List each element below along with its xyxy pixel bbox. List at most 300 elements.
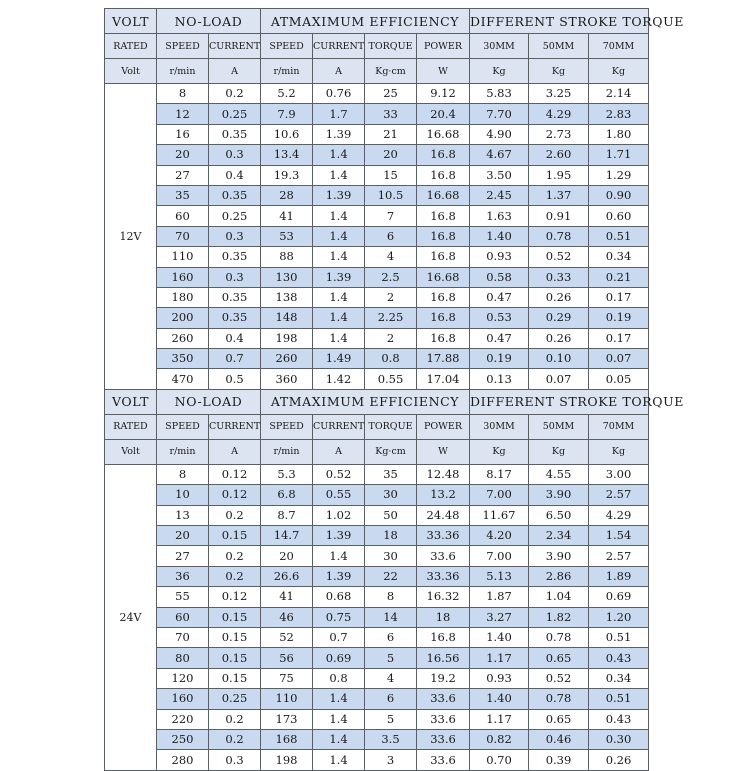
table-cell: 0.4 [209, 328, 261, 348]
header-label: SPEED [261, 34, 313, 59]
table-cell: 33.36 [417, 526, 470, 546]
table-cell: 2.83 [589, 104, 649, 124]
header-unit: Volt [105, 439, 157, 464]
table-cell: 6 [365, 689, 417, 709]
table-cell: 0.39 [529, 750, 589, 770]
table-cell: 1.4 [313, 750, 365, 770]
header-row-quantities [105, 414, 649, 439]
table-cell: 0.30 [589, 729, 649, 749]
table-cell: 80 [157, 648, 209, 668]
table-cell: 8 [157, 84, 209, 104]
table-cell: 110 [157, 247, 209, 267]
header-unit: W [417, 59, 470, 84]
header-unit: Kg·cm [365, 439, 417, 464]
table-cell: 0.91 [529, 206, 589, 226]
header-unit: Kg·cm [365, 59, 417, 84]
table-cell: 0.76 [313, 84, 365, 104]
table-cell: 0.55 [313, 485, 365, 505]
table-cell: 0.7 [313, 627, 365, 647]
table-cell: 0.3 [209, 145, 261, 165]
table-cell: 0.17 [589, 328, 649, 348]
table-cell: 0.78 [529, 627, 589, 647]
table-cell: 1.80 [589, 124, 649, 144]
table-cell: 1.17 [470, 709, 529, 729]
table-cell: 2.86 [529, 566, 589, 586]
table-cell: 16.8 [417, 226, 470, 246]
table-cell: 148 [261, 308, 313, 328]
table-cell: 0.3 [209, 267, 261, 287]
header-label: 70MM [589, 414, 649, 439]
table-cell: 36 [157, 566, 209, 586]
table-cell: 0.26 [529, 328, 589, 348]
table-cell: 1.39 [313, 526, 365, 546]
header-label: CURRENT [209, 34, 261, 59]
table-cell: 3 [365, 750, 417, 770]
table-cell: 13 [157, 505, 209, 525]
table-cell: 173 [261, 709, 313, 729]
table-cell: 0.51 [589, 226, 649, 246]
table-cell: 0.60 [589, 206, 649, 226]
table-cell: 0.07 [529, 369, 589, 389]
table-cell: 0.19 [589, 308, 649, 328]
table-row [105, 526, 649, 546]
table-cell: 0.13 [470, 369, 529, 389]
header-unit: Kg [589, 439, 649, 464]
table-cell: 1.39 [313, 267, 365, 287]
table-cell: 18 [417, 607, 470, 627]
table-cell: 2.25 [365, 308, 417, 328]
header-unit: Kg [470, 439, 529, 464]
header-max-efficiency: ATMAXIMUM EFFICIENCY [261, 9, 470, 34]
table-cell: 280 [157, 750, 209, 770]
table-cell: 0.58 [470, 267, 529, 287]
table-cell: 16.8 [417, 165, 470, 185]
table-cell: 0.2 [209, 709, 261, 729]
table-cell: 0.12 [209, 464, 261, 484]
table-cell: 168 [261, 729, 313, 749]
table-cell: 0.2 [209, 729, 261, 749]
header-unit: A [209, 59, 261, 84]
table-cell: 4.67 [470, 145, 529, 165]
table-cell: 1.89 [589, 566, 649, 586]
table-cell: 0.69 [589, 587, 649, 607]
table-cell: 0.05 [589, 369, 649, 389]
table-cell: 200 [157, 308, 209, 328]
table-cell: 3.27 [470, 607, 529, 627]
table-cell: 28 [261, 185, 313, 205]
table-cell: 35 [365, 464, 417, 484]
table-cell: 16.8 [417, 627, 470, 647]
table-cell: 30 [365, 546, 417, 566]
table-cell: 16.56 [417, 648, 470, 668]
table-cell: 33 [365, 104, 417, 124]
table-cell: 30 [365, 485, 417, 505]
table-cell: 16.8 [417, 328, 470, 348]
table-cell: 1.4 [313, 308, 365, 328]
table-cell: 75 [261, 668, 313, 688]
table-cell: 110 [261, 689, 313, 709]
header-label: 30MM [470, 34, 529, 59]
table-cell: 88 [261, 247, 313, 267]
table-cell: 0.12 [209, 587, 261, 607]
table-cell: 0.35 [209, 185, 261, 205]
table-cell: 4 [365, 668, 417, 688]
header-label: RATED [105, 34, 157, 59]
table-cell: 13.2 [417, 485, 470, 505]
table-cell: 52 [261, 627, 313, 647]
table-row [105, 328, 649, 348]
table-cell: 0.07 [589, 349, 649, 369]
table-cell: 35 [157, 185, 209, 205]
table-cell: 2.45 [470, 185, 529, 205]
table-cell: 260 [261, 349, 313, 369]
table-cell: 0.35 [209, 124, 261, 144]
table-cell: 16.68 [417, 185, 470, 205]
table-cell: 0.70 [470, 750, 529, 770]
table-cell: 0.8 [365, 349, 417, 369]
table-row [105, 566, 649, 586]
table-row [105, 648, 649, 668]
table-cell: 15 [365, 165, 417, 185]
table-cell: 1.4 [313, 165, 365, 185]
table-cell: 2.73 [529, 124, 589, 144]
table-cell: 4.29 [589, 505, 649, 525]
table-cell: 46 [261, 607, 313, 627]
table-cell: 56 [261, 648, 313, 668]
table-cell: 16.68 [417, 267, 470, 287]
table-cell: 1.04 [529, 587, 589, 607]
table-cell: 360 [261, 369, 313, 389]
table-cell: 16.8 [417, 206, 470, 226]
table-row [105, 267, 649, 287]
header-label: SPEED [261, 414, 313, 439]
header-row-units [105, 59, 649, 84]
table-cell: 0.34 [589, 247, 649, 267]
header-unit: r/min [261, 439, 313, 464]
table-cell: 8 [365, 587, 417, 607]
header-label: TORQUE [365, 414, 417, 439]
table-cell: 0.4 [209, 165, 261, 185]
table-cell: 1.63 [470, 206, 529, 226]
table-cell: 19.3 [261, 165, 313, 185]
table-cell: 0.75 [313, 607, 365, 627]
table-cell: 60 [157, 607, 209, 627]
table-cell: 24.48 [417, 505, 470, 525]
table-cell: 19.2 [417, 668, 470, 688]
table-cell: 0.68 [313, 587, 365, 607]
table-cell: 4 [365, 247, 417, 267]
table-body [105, 9, 684, 771]
table-cell: 5.83 [470, 84, 529, 104]
table-cell: 10.5 [365, 185, 417, 205]
table-cell: 6 [365, 226, 417, 246]
table-cell: 5 [365, 709, 417, 729]
header-row-categories [105, 389, 649, 414]
table-cell: 3.5 [365, 729, 417, 749]
table-cell: 41 [261, 206, 313, 226]
table-cell: 12.48 [417, 464, 470, 484]
table-cell: 16.8 [417, 287, 470, 307]
table-cell: 33.6 [417, 750, 470, 770]
table-cell: 1.87 [470, 587, 529, 607]
table-cell: 25 [365, 84, 417, 104]
table-cell: 0.52 [313, 464, 365, 484]
table-cell: 2.5 [365, 267, 417, 287]
header-label: POWER [417, 34, 470, 59]
table-cell: 20 [157, 145, 209, 165]
table-cell: 1.4 [313, 206, 365, 226]
table-cell: 14 [365, 607, 417, 627]
header-label: CURRENT [313, 34, 365, 59]
header-volt: VOLT [105, 9, 157, 34]
table-cell: 1.37 [529, 185, 589, 205]
table-cell: 1.39 [313, 124, 365, 144]
table-cell: 4.55 [529, 464, 589, 484]
table-cell: 0.82 [470, 729, 529, 749]
table-cell: 2 [365, 328, 417, 348]
table-cell: 2 [365, 287, 417, 307]
table-cell: 0.15 [209, 668, 261, 688]
table-cell: 20 [157, 526, 209, 546]
header-no-load: NO-LOAD [157, 389, 261, 414]
table-cell: 53 [261, 226, 313, 246]
header-label: 30MM [470, 414, 529, 439]
table-row [105, 369, 649, 389]
table-cell: 470 [157, 369, 209, 389]
table-cell: 1.4 [313, 328, 365, 348]
table-row [105, 206, 649, 226]
table-cell: 7.9 [261, 104, 313, 124]
voltage-label: 24V [105, 464, 157, 770]
table-cell: 8.17 [470, 464, 529, 484]
voltage-label: 12V [105, 84, 157, 390]
header-label: POWER [417, 414, 470, 439]
table-cell: 41 [261, 587, 313, 607]
table-cell: 1.40 [470, 226, 529, 246]
table-cell: 50 [365, 505, 417, 525]
header-unit: W [417, 439, 470, 464]
table-cell: 1.20 [589, 607, 649, 627]
table-cell: 2.14 [589, 84, 649, 104]
table-cell: 14.7 [261, 526, 313, 546]
table-cell: 130 [261, 267, 313, 287]
table-cell: 0.93 [470, 247, 529, 267]
table-cell: 1.4 [313, 226, 365, 246]
table-row [105, 485, 649, 505]
header-row-quantities [105, 34, 649, 59]
table-cell: 16.68 [417, 124, 470, 144]
table-row [105, 546, 649, 566]
table-cell: 55 [157, 587, 209, 607]
table-row [105, 247, 649, 267]
table-cell: 11.67 [470, 505, 529, 525]
header-stroke-torque: DIFFERENT STROKE TORQUE [470, 389, 649, 414]
table-cell: 2.34 [529, 526, 589, 546]
header-row-units [105, 439, 649, 464]
table-cell: 198 [261, 328, 313, 348]
table-cell: 0.33 [529, 267, 589, 287]
table-cell: 16.32 [417, 587, 470, 607]
table-cell: 70 [157, 226, 209, 246]
table-cell: 10 [157, 485, 209, 505]
table-cell: 0.47 [470, 328, 529, 348]
table-row [105, 729, 649, 749]
table-cell: 0.7 [209, 349, 261, 369]
table-cell: 0.78 [529, 689, 589, 709]
table-row [105, 104, 649, 124]
table-cell: 0.25 [209, 206, 261, 226]
table-cell: 33.36 [417, 566, 470, 586]
header-label: 50MM [529, 34, 589, 59]
table-cell: 0.52 [529, 668, 589, 688]
table-row [105, 287, 649, 307]
header-unit: A [209, 439, 261, 464]
table-cell: 4.20 [470, 526, 529, 546]
table-cell: 0.17 [589, 287, 649, 307]
table-cell: 0.15 [209, 627, 261, 647]
table-cell: 20.4 [417, 104, 470, 124]
table-cell: 198 [261, 750, 313, 770]
header-unit: r/min [157, 439, 209, 464]
table-cell: 1.39 [313, 566, 365, 586]
header-label: 50MM [529, 414, 589, 439]
table-cell: 3.25 [529, 84, 589, 104]
table-cell: 8.7 [261, 505, 313, 525]
table-cell: 0.53 [470, 308, 529, 328]
table-cell: 1.95 [529, 165, 589, 185]
table-cell: 27 [157, 165, 209, 185]
table-cell: 1.54 [589, 526, 649, 546]
table-cell: 1.4 [313, 689, 365, 709]
table-cell: 16.8 [417, 308, 470, 328]
table-cell: 0.43 [589, 648, 649, 668]
table-row [105, 145, 649, 165]
table-cell: 0.65 [529, 709, 589, 729]
table-row [105, 627, 649, 647]
table-cell: 10.6 [261, 124, 313, 144]
header-unit: r/min [157, 59, 209, 84]
table-cell: 13.4 [261, 145, 313, 165]
table-cell: 160 [157, 267, 209, 287]
header-unit: Kg [589, 59, 649, 84]
table-cell: 0.3 [209, 750, 261, 770]
table-cell: 0.10 [529, 349, 589, 369]
table-cell: 0.65 [529, 648, 589, 668]
table-row [105, 750, 649, 770]
table-cell: 1.4 [313, 546, 365, 566]
table-cell: 0.90 [589, 185, 649, 205]
table-row [105, 587, 649, 607]
table-cell: 8 [157, 464, 209, 484]
table-cell: 5.2 [261, 84, 313, 104]
header-unit: Kg [529, 59, 589, 84]
table-cell: 2.60 [529, 145, 589, 165]
table-cell: 0.35 [209, 287, 261, 307]
header-unit: r/min [261, 59, 313, 84]
table-row [105, 689, 649, 709]
table-cell: 1.82 [529, 607, 589, 627]
table-cell: 260 [157, 328, 209, 348]
header-unit: A [313, 59, 365, 84]
table-cell: 33.6 [417, 689, 470, 709]
header-stroke-torque: DIFFERENT STROKE TORQUE [470, 9, 649, 34]
table-row [105, 226, 649, 246]
table-cell: 1.4 [313, 729, 365, 749]
table-cell: 0.55 [365, 369, 417, 389]
table-cell: 350 [157, 349, 209, 369]
table-row [105, 709, 649, 729]
table-cell: 120 [157, 668, 209, 688]
table-row [105, 505, 649, 525]
table-cell: 1.40 [470, 627, 529, 647]
header-label: TORQUE [365, 34, 417, 59]
table-cell: 0.51 [589, 627, 649, 647]
table-cell: 2.57 [589, 546, 649, 566]
table-cell: 0.51 [589, 689, 649, 709]
header-unit: Kg [470, 59, 529, 84]
table-cell: 0.8 [313, 668, 365, 688]
table-cell: 0.35 [209, 247, 261, 267]
table-row [105, 165, 649, 185]
table-cell: 7.00 [470, 546, 529, 566]
table-cell: 4.90 [470, 124, 529, 144]
table-cell: 0.2 [209, 546, 261, 566]
table-cell: 1.7 [313, 104, 365, 124]
table-cell: 0.5 [209, 369, 261, 389]
table-cell: 0.52 [529, 247, 589, 267]
table-cell: 16.8 [417, 145, 470, 165]
table-cell: 0.25 [209, 104, 261, 124]
table-cell: 180 [157, 287, 209, 307]
table-cell: 1.71 [589, 145, 649, 165]
table-row [105, 607, 649, 627]
table-cell: 3.50 [470, 165, 529, 185]
table-cell: 0.3 [209, 226, 261, 246]
table-cell: 138 [261, 287, 313, 307]
table-cell: 18 [365, 526, 417, 546]
table-cell: 1.4 [313, 709, 365, 729]
table-row [105, 349, 649, 369]
table-cell: 27 [157, 546, 209, 566]
table-cell: 0.2 [209, 566, 261, 586]
table-cell: 0.19 [470, 349, 529, 369]
table-cell: 0.2 [209, 84, 261, 104]
table-cell: 0.2 [209, 505, 261, 525]
table-cell: 1.42 [313, 369, 365, 389]
table-cell: 0.47 [470, 287, 529, 307]
table-cell: 0.35 [209, 308, 261, 328]
table-cell: 6.8 [261, 485, 313, 505]
table-cell: 3.90 [529, 546, 589, 566]
header-row-categories [105, 9, 649, 34]
header-label: 70MM [589, 34, 649, 59]
header-volt: VOLT [105, 389, 157, 414]
table-cell: 1.39 [313, 185, 365, 205]
table-cell: 0.15 [209, 648, 261, 668]
table-cell: 7.00 [470, 485, 529, 505]
table-cell: 0.25 [209, 689, 261, 709]
table-cell: 17.04 [417, 369, 470, 389]
header-max-efficiency: ATMAXIMUM EFFICIENCY [261, 389, 470, 414]
table-cell: 2.57 [589, 485, 649, 505]
table-cell: 5.13 [470, 566, 529, 586]
table-cell: 1.4 [313, 247, 365, 267]
table-cell: 26.6 [261, 566, 313, 586]
table-cell: 33.6 [417, 729, 470, 749]
table-cell: 6.50 [529, 505, 589, 525]
table-cell: 0.46 [529, 729, 589, 749]
table-cell: 33.6 [417, 546, 470, 566]
